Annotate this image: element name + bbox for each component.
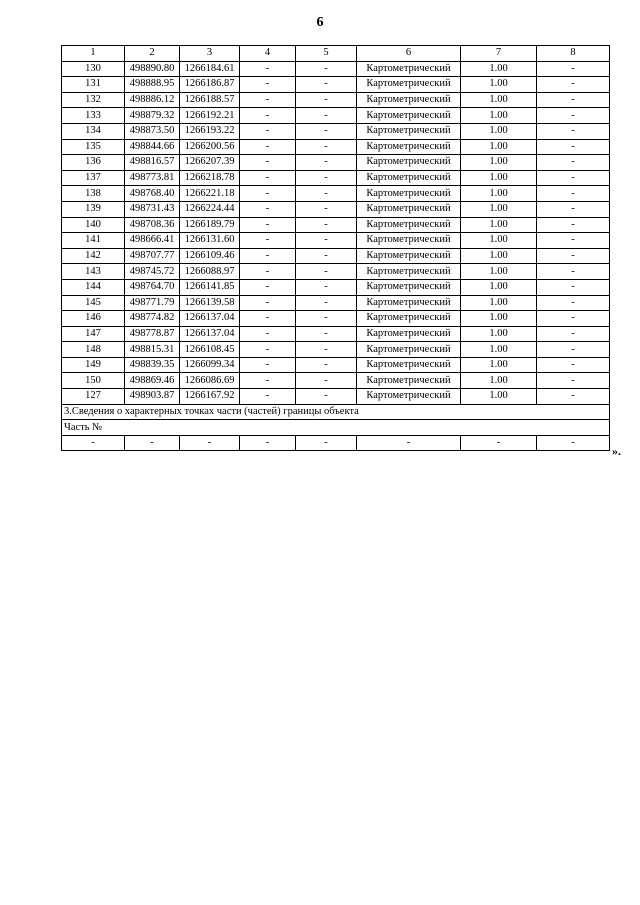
table-cell: 498764.70 bbox=[125, 279, 180, 295]
table-cell: 498890.80 bbox=[125, 61, 180, 77]
table-cell: - bbox=[537, 139, 610, 155]
table-cell: - bbox=[296, 373, 357, 389]
table-cell: - bbox=[461, 435, 537, 451]
table-cell: 1.00 bbox=[461, 357, 537, 373]
table-cell: 498745.72 bbox=[125, 264, 180, 280]
table-cell: - bbox=[537, 108, 610, 124]
table-cell: 498816.57 bbox=[125, 155, 180, 171]
table-cell: - bbox=[537, 311, 610, 327]
table-cell: - bbox=[240, 248, 296, 264]
table-cell: - bbox=[296, 326, 357, 342]
column-header: 4 bbox=[240, 46, 296, 62]
table-cell: 140 bbox=[62, 217, 125, 233]
table-cell: 137 bbox=[62, 170, 125, 186]
table-cell: - bbox=[240, 186, 296, 202]
table-cell: 1266109.46 bbox=[180, 248, 240, 264]
table-cell: - bbox=[537, 170, 610, 186]
column-header: 3 bbox=[180, 46, 240, 62]
table-cell: 498768.40 bbox=[125, 186, 180, 202]
table-cell: Картометрический bbox=[357, 139, 461, 155]
table-cell: - bbox=[296, 170, 357, 186]
table-cell: - bbox=[240, 217, 296, 233]
table-cell: 1266200.56 bbox=[180, 139, 240, 155]
table-cell: 1266193.22 bbox=[180, 123, 240, 139]
table-cell: - bbox=[537, 326, 610, 342]
table-cell: 127 bbox=[62, 389, 125, 405]
table-cell: 1266218.78 bbox=[180, 170, 240, 186]
table-cell: - bbox=[240, 279, 296, 295]
table-cell: - bbox=[240, 311, 296, 327]
table-cell: - bbox=[537, 77, 610, 93]
table-cell: - bbox=[296, 342, 357, 358]
table-cell: 498869.46 bbox=[125, 373, 180, 389]
table-cell: - bbox=[296, 357, 357, 373]
table-cell: - bbox=[240, 342, 296, 358]
table-row bbox=[62, 217, 610, 233]
column-header: 2 bbox=[125, 46, 180, 62]
table-cell: 135 bbox=[62, 139, 125, 155]
table-cell: 1266108.45 bbox=[180, 342, 240, 358]
column-header: 7 bbox=[461, 46, 537, 62]
table-cell: 1.00 bbox=[461, 77, 537, 93]
table-row bbox=[62, 326, 610, 342]
table-cell: Картометрический bbox=[357, 61, 461, 77]
table-cell: Картометрический bbox=[357, 357, 461, 373]
table-cell: - bbox=[537, 389, 610, 405]
table-cell: - bbox=[357, 435, 461, 451]
table-cell: 1.00 bbox=[461, 373, 537, 389]
table-cell: 132 bbox=[62, 92, 125, 108]
table-cell: Картометрический bbox=[357, 342, 461, 358]
table-cell: Картометрический bbox=[357, 123, 461, 139]
table-cell: 1266086.69 bbox=[180, 373, 240, 389]
table-row bbox=[62, 342, 610, 358]
table-cell: - bbox=[296, 201, 357, 217]
table-cell: 1.00 bbox=[461, 139, 537, 155]
closing-mark: ». bbox=[612, 444, 621, 458]
table-cell: 1.00 bbox=[461, 264, 537, 280]
table-cell: - bbox=[537, 201, 610, 217]
table-cell: Картометрический bbox=[357, 373, 461, 389]
table-cell: 1266221.18 bbox=[180, 186, 240, 202]
table-cell: 498666.41 bbox=[125, 233, 180, 249]
table-cell: 1266224.44 bbox=[180, 201, 240, 217]
table-cell: 498773.81 bbox=[125, 170, 180, 186]
table-cell: 1.00 bbox=[461, 248, 537, 264]
table-cell: - bbox=[180, 435, 240, 451]
table-cell: 498771.79 bbox=[125, 295, 180, 311]
table-cell: Картометрический bbox=[357, 279, 461, 295]
table-cell: Картометрический bbox=[357, 217, 461, 233]
table-row bbox=[62, 61, 610, 77]
table-cell: - bbox=[240, 435, 296, 451]
table-cell: Картометрический bbox=[357, 186, 461, 202]
table-cell: - bbox=[537, 155, 610, 171]
table-cell: 150 bbox=[62, 373, 125, 389]
table-cell: - bbox=[240, 389, 296, 405]
table-cell: 1.00 bbox=[461, 170, 537, 186]
table-cell: 1266167.92 bbox=[180, 389, 240, 405]
table-row bbox=[62, 123, 610, 139]
table-cell: - bbox=[240, 108, 296, 124]
table-cell: - bbox=[537, 123, 610, 139]
table-cell: - bbox=[537, 435, 610, 451]
table-cell: - bbox=[296, 155, 357, 171]
table-cell: Картометрический bbox=[357, 295, 461, 311]
part-row bbox=[62, 435, 610, 451]
table-cell: - bbox=[537, 279, 610, 295]
table-cell: - bbox=[240, 155, 296, 171]
table-cell: - bbox=[537, 264, 610, 280]
table-cell: - bbox=[240, 326, 296, 342]
table-cell: 143 bbox=[62, 264, 125, 280]
table-cell: 1266186.87 bbox=[180, 77, 240, 93]
table-cell: 1266137.04 bbox=[180, 326, 240, 342]
table-cell: Картометрический bbox=[357, 92, 461, 108]
table-cell: 142 bbox=[62, 248, 125, 264]
table-cell: - bbox=[296, 264, 357, 280]
table-cell: 1266184.61 bbox=[180, 61, 240, 77]
table-cell: 498886.12 bbox=[125, 92, 180, 108]
table-cell: 1266088.97 bbox=[180, 264, 240, 280]
table-cell: - bbox=[537, 233, 610, 249]
table-row bbox=[62, 155, 610, 171]
table-cell: 1.00 bbox=[461, 61, 537, 77]
table-cell: - bbox=[240, 139, 296, 155]
table-cell: - bbox=[240, 357, 296, 373]
table-row bbox=[62, 389, 610, 405]
table-row bbox=[62, 279, 610, 295]
table-cell: Картометрический bbox=[357, 311, 461, 327]
column-header: 5 bbox=[296, 46, 357, 62]
table-cell: - bbox=[296, 77, 357, 93]
table-cell: - bbox=[240, 92, 296, 108]
table-cell: - bbox=[296, 295, 357, 311]
table-cell: 498903.87 bbox=[125, 389, 180, 405]
table-cell: 134 bbox=[62, 123, 125, 139]
table-row bbox=[62, 139, 610, 155]
table-cell: - bbox=[296, 233, 357, 249]
table-cell: 1266207.39 bbox=[180, 155, 240, 171]
section-title: 3.Сведения о характерных точках части (частей) границы объекта bbox=[62, 404, 610, 420]
table-cell: 149 bbox=[62, 357, 125, 373]
table-row bbox=[62, 295, 610, 311]
table-header-row bbox=[62, 46, 610, 62]
table-cell: - bbox=[62, 435, 125, 451]
table-cell: - bbox=[296, 279, 357, 295]
table-cell: 141 bbox=[62, 233, 125, 249]
table-cell: - bbox=[296, 186, 357, 202]
table-cell: - bbox=[240, 61, 296, 77]
table-cell: Картометрический bbox=[357, 77, 461, 93]
table-cell: Картометрический bbox=[357, 326, 461, 342]
part-label-row bbox=[62, 420, 610, 436]
table-cell: 1.00 bbox=[461, 233, 537, 249]
table-row bbox=[62, 77, 610, 93]
table-cell: - bbox=[537, 217, 610, 233]
table-cell: 498844.66 bbox=[125, 139, 180, 155]
table-row bbox=[62, 186, 610, 202]
table-cell: 498731.43 bbox=[125, 201, 180, 217]
table-cell: 1266188.57 bbox=[180, 92, 240, 108]
table-cell: - bbox=[537, 186, 610, 202]
table-cell: - bbox=[296, 108, 357, 124]
section-title-row bbox=[62, 404, 610, 420]
table-cell: - bbox=[240, 123, 296, 139]
table-cell: 1266141.85 bbox=[180, 279, 240, 295]
table-cell: 498839.35 bbox=[125, 357, 180, 373]
table-cell: - bbox=[296, 435, 357, 451]
table-cell: 498707.77 bbox=[125, 248, 180, 264]
table-cell: 498888.95 bbox=[125, 77, 180, 93]
table-cell: - bbox=[240, 264, 296, 280]
table-row bbox=[62, 357, 610, 373]
coordinates-table bbox=[61, 45, 610, 451]
table-cell: 1.00 bbox=[461, 108, 537, 124]
table-cell: - bbox=[296, 217, 357, 233]
table-cell: - bbox=[537, 373, 610, 389]
table-cell: Картометрический bbox=[357, 264, 461, 280]
table-cell: 498774.82 bbox=[125, 311, 180, 327]
table-cell: 1.00 bbox=[461, 326, 537, 342]
table-cell: 148 bbox=[62, 342, 125, 358]
table-cell: 1.00 bbox=[461, 217, 537, 233]
table-cell: 130 bbox=[62, 61, 125, 77]
table-cell: - bbox=[537, 295, 610, 311]
table-cell: - bbox=[537, 342, 610, 358]
table-cell: 1.00 bbox=[461, 92, 537, 108]
table-cell: 1266131.60 bbox=[180, 233, 240, 249]
table-row bbox=[62, 170, 610, 186]
part-label: Часть № bbox=[62, 420, 610, 436]
table-cell: - bbox=[296, 61, 357, 77]
table-cell: Картометрический bbox=[357, 248, 461, 264]
column-header: 8 bbox=[537, 46, 610, 62]
table-cell: 138 bbox=[62, 186, 125, 202]
table-cell: 131 bbox=[62, 77, 125, 93]
table-cell: 498708.36 bbox=[125, 217, 180, 233]
table-cell: 498815.31 bbox=[125, 342, 180, 358]
table-cell: - bbox=[240, 373, 296, 389]
page-number: 6 bbox=[316, 15, 324, 30]
table-cell: 1266139.58 bbox=[180, 295, 240, 311]
table-cell: 1.00 bbox=[461, 186, 537, 202]
table-row bbox=[62, 233, 610, 249]
table-cell: 144 bbox=[62, 279, 125, 295]
table-row bbox=[62, 311, 610, 327]
table-cell: 133 bbox=[62, 108, 125, 124]
table-cell: Картометрический bbox=[357, 201, 461, 217]
table-cell: - bbox=[125, 435, 180, 451]
table-cell: - bbox=[296, 123, 357, 139]
table-row bbox=[62, 108, 610, 124]
table-cell: 498778.87 bbox=[125, 326, 180, 342]
table-cell: - bbox=[296, 389, 357, 405]
column-header: 6 bbox=[357, 46, 461, 62]
table-cell: 1.00 bbox=[461, 155, 537, 171]
table-cell: - bbox=[296, 311, 357, 327]
table-row bbox=[62, 92, 610, 108]
column-header: 1 bbox=[62, 46, 125, 62]
table-cell: - bbox=[296, 248, 357, 264]
table-cell: 145 bbox=[62, 295, 125, 311]
table-cell: 1266099.34 bbox=[180, 357, 240, 373]
table-cell: 1.00 bbox=[461, 311, 537, 327]
table-cell: - bbox=[296, 92, 357, 108]
table-cell: 1.00 bbox=[461, 295, 537, 311]
table-cell: - bbox=[240, 295, 296, 311]
table-cell: 1266192.21 bbox=[180, 108, 240, 124]
table-cell: - bbox=[240, 77, 296, 93]
table-cell: 146 bbox=[62, 311, 125, 327]
table-row bbox=[62, 264, 610, 280]
table-cell: 1.00 bbox=[461, 342, 537, 358]
table-cell: 1266137.04 bbox=[180, 311, 240, 327]
table-cell: - bbox=[537, 92, 610, 108]
table-cell: 147 bbox=[62, 326, 125, 342]
table-cell: Картометрический bbox=[357, 155, 461, 171]
table-cell: Картометрический bbox=[357, 389, 461, 405]
table-cell: Картометрический bbox=[357, 233, 461, 249]
table-row bbox=[62, 201, 610, 217]
table-cell: 1.00 bbox=[461, 389, 537, 405]
table-cell: 1.00 bbox=[461, 201, 537, 217]
table-cell: - bbox=[537, 248, 610, 264]
table-cell: Картометрический bbox=[357, 108, 461, 124]
table-cell: 498873.50 bbox=[125, 123, 180, 139]
table-cell: - bbox=[537, 61, 610, 77]
table-cell: 1.00 bbox=[461, 123, 537, 139]
table-cell: 136 bbox=[62, 155, 125, 171]
table-cell: 1266189.79 bbox=[180, 217, 240, 233]
table-row bbox=[62, 248, 610, 264]
table-cell: 498879.32 bbox=[125, 108, 180, 124]
table-cell: - bbox=[240, 201, 296, 217]
table-cell: Картометрический bbox=[357, 170, 461, 186]
table-cell: 1.00 bbox=[461, 279, 537, 295]
table-cell: 139 bbox=[62, 201, 125, 217]
table-row bbox=[62, 373, 610, 389]
table-cell: - bbox=[240, 233, 296, 249]
table-cell: - bbox=[537, 357, 610, 373]
table-cell: - bbox=[240, 170, 296, 186]
table-cell: - bbox=[296, 139, 357, 155]
